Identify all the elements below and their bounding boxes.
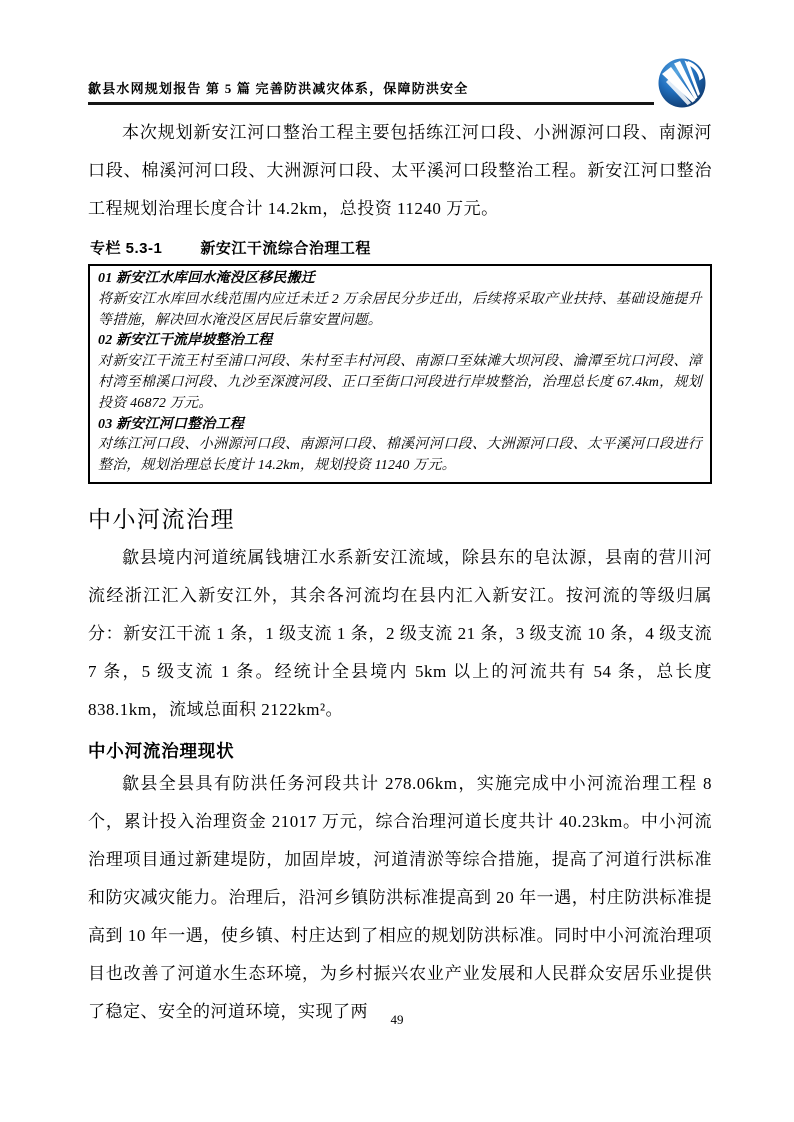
page-header (88, 78, 712, 105)
box-item-03-heading: 03 新安江河口整治工程 (98, 416, 244, 432)
section-heading: 中小河流治理 (88, 505, 235, 532)
box-caption (90, 237, 712, 258)
box-caption-label: 专栏 5.3-1 (90, 240, 163, 257)
section-paragraph: 歙县境内河道统属钱塘江水系新安江流域，除县东的皂汰源，县南的营川河流经浙江汇入新安江外，其余各河流均在县内汇入新安江。按河流的等级归属分：新安江干流 1 条，1 级支流 1 条，2 级支流 21 条，3 级支流 10 条，4 级支流 7 条，5 级支流 1 条。经统计全县境内 5km 以上的河流共有 54 条，总长度 838.1km，流域总面积 2122km²。 (88, 547, 712, 719)
box-item-02-heading: 02 新安江干流岸坡整治工程 (98, 333, 273, 349)
report-globe-logo-icon (658, 58, 706, 108)
box-item-02 (98, 331, 702, 414)
box-item-01 (98, 269, 702, 331)
box-caption-title: 新安江干流综合治理工程 (200, 240, 371, 257)
page-number: 49 (390, 1012, 404, 1027)
box-item-02-body: 对新安江干流王村至浦口河段、朱村至丰村河段、南源口至妹滩大坝河段、瀹潭至坑口河段、漳村湾至棉溪口河段、九沙至深渡河段、正口至街口河段进行岸坡整治，治理总长度 67.4km，规划投资 46872 万元。 (98, 354, 702, 411)
header-rule (88, 102, 654, 105)
intro-paragraph: 本次规划新安江河口整治工程主要包括练江河口段、小洲源河口段、南源河口段、棉溪河河口段、大洲源河口段、太平溪河口段整治工程。新安江河口整治工程规划治理长度合计 14.2km，总投资 11240 万元。 (88, 123, 712, 218)
feature-box (88, 264, 712, 484)
subsection-paragraph: 歙县全县具有防洪任务河段共计 278.06km，实施完成中小河流治理工程 8 个，累计投入治理资金 21017 万元，综合治理河道长度共计 40.23km。中小河流治理项目通过新建堤防，加固岸坡，河道清淤等综合措施，提高了河道行洪标准和防灾减灾能力。治理后，沿河乡镇防洪标准提高到 20 年一遇，村庄防洪标准提高到 10 年一遇，使乡镇、村庄达到了相应的规划防洪标准。同时中小河流治理项目也改善了河道水生态环境，为乡村振兴农业产业发展和人民群众安居乐业提供了稳定、安全的河道环境，实现了两 (88, 773, 712, 1021)
box-item-03-body: 对练江河口段、小洲源河口段、南源河口段、棉溪河河口段、大洲源河口段、太平溪河口段进行整治，规划治理总长度计 14.2km，规划投资 11240 万元。 (98, 437, 702, 474)
box-item-03 (98, 415, 702, 477)
box-item-01-heading: 01 新安江水库回水淹没区移民搬迁 (98, 271, 315, 286)
subsection-heading: 中小河流治理现状 (88, 740, 235, 761)
box-item-01-body: 将新安江水库回水线范围内应迁未迁 2 万余居民分步迁出，后续将采取产业扶持、基础设施提升等措施，解决回水淹没区居民后靠安置问题。 (98, 291, 702, 328)
header-title: 歙县水网规划报告 第 5 篇 完善防洪减灾体系，保障防洪安全 (88, 81, 469, 96)
page-footer (0, 1012, 794, 1028)
